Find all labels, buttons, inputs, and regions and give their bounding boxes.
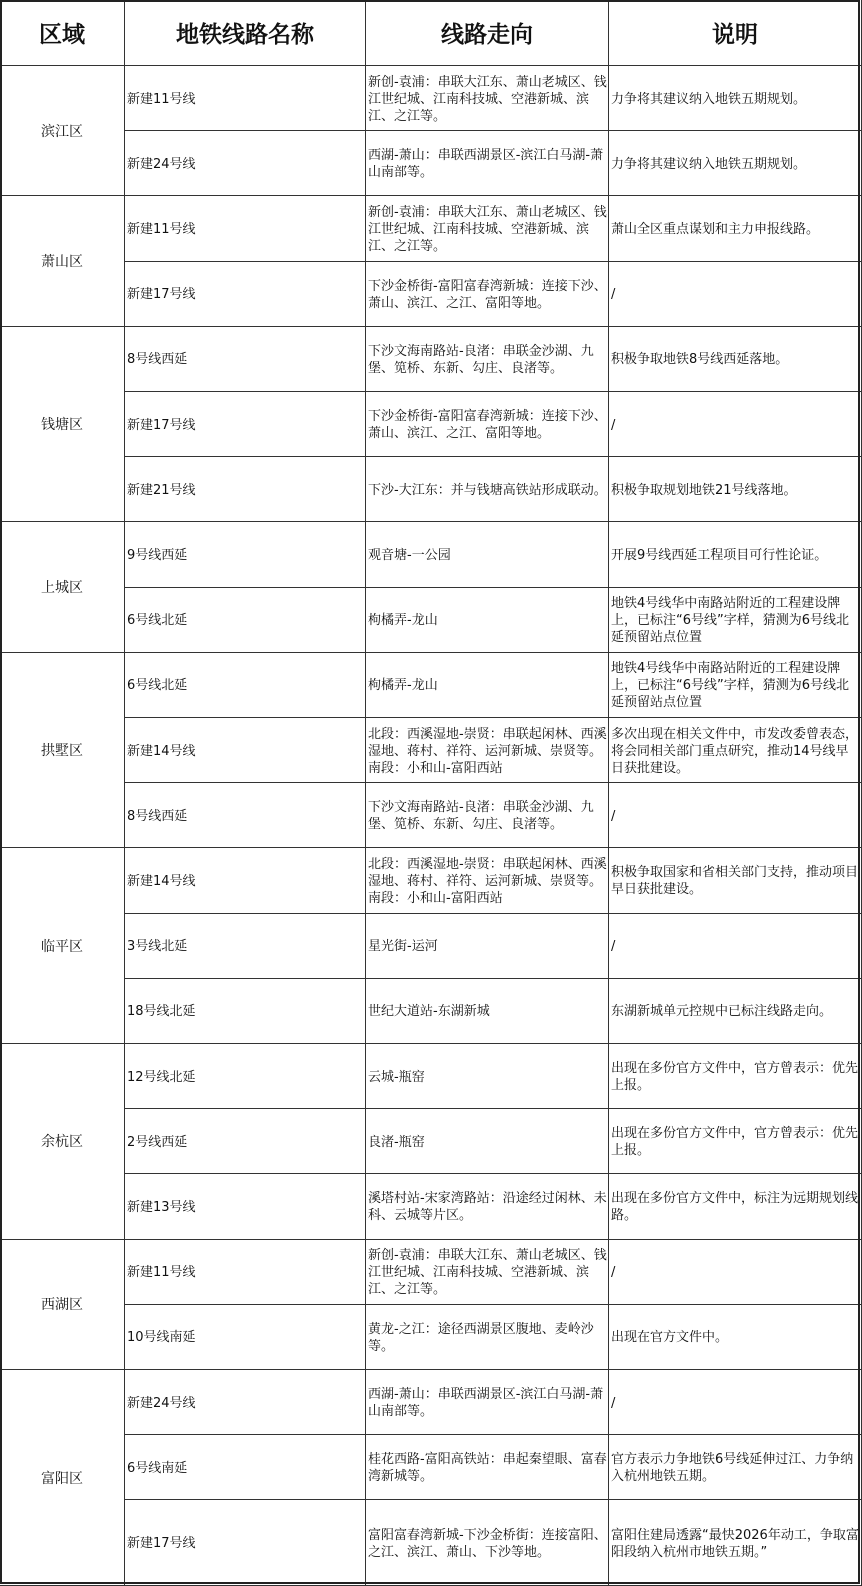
note-cell-text: / xyxy=(611,287,616,303)
line-name-cell xyxy=(125,196,366,261)
route-cell-text: 枸橘弄-龙山 xyxy=(368,678,438,694)
note-cell xyxy=(609,718,862,783)
header-route: 线路走向 xyxy=(366,0,609,66)
note-cell-text: / xyxy=(611,417,616,433)
line-name-cell xyxy=(125,66,366,131)
note-cell-text: / xyxy=(611,1395,616,1411)
note-cell xyxy=(609,979,862,1044)
region-cell: 临平区 xyxy=(0,848,125,1044)
note-cell-text: 开展9号线西延工程项目可行性论证。 xyxy=(611,547,828,563)
note-cell-text: / xyxy=(611,939,616,955)
route-cell-text: 新创-袁浦：串联大江东、萧山老城区、钱江世纪城、江南科技城、空港新城、滨江、之江等。 xyxy=(368,74,607,124)
route-cell-text: 富阳富春湾新城-下沙金桥街：连接富阳、之江、滨江、萧山、下沙等地。 xyxy=(368,1527,607,1560)
line-name-cell xyxy=(125,914,366,979)
line-name-cell-text: 3号线北延 xyxy=(127,939,188,955)
route-cell-text: 西湖-萧山：串联西湖景区-滨江白马湖-萧山南部等。 xyxy=(368,1387,604,1420)
note-cell-text: 富阳住建局透露“最快2026年动工，争取富阳段纳入杭州市地铁五期。” xyxy=(611,1527,859,1560)
note-cell xyxy=(609,783,862,848)
route-cell-text: 新创-袁浦：串联大江东、萧山老城区、钱江世纪城、江南科技城、空港新城、滨江、之江等。 xyxy=(368,204,607,254)
note-cell xyxy=(609,914,862,979)
line-name-cell xyxy=(125,718,366,783)
line-name-cell xyxy=(125,131,366,196)
line-name-cell-text: 新建24号线 xyxy=(127,156,196,172)
note-cell-text: 东湖新城单元控规中已标注线路走向。 xyxy=(611,1004,833,1020)
note-cell xyxy=(609,1435,862,1500)
route-cell xyxy=(366,1044,609,1109)
note-cell-text: 萧山全区重点谋划和主力申报线路。 xyxy=(611,221,820,237)
route-cell xyxy=(366,783,609,848)
route-cell-text: 新创-袁浦：串联大江东、萧山老城区、钱江世纪城、江南科技城、空港新城、滨江、之江等。 xyxy=(368,1248,607,1298)
route-cell xyxy=(366,262,609,327)
route-cell-text: 下沙文海南路站-良渚：串联金沙湖、九堡、笕桥、东新、勾庄、良渚等。 xyxy=(368,343,594,376)
route-cell xyxy=(366,1500,609,1586)
route-cell-text: 黄龙-之江：途径西湖景区腹地、麦岭沙等。 xyxy=(368,1321,594,1354)
note-cell xyxy=(609,196,862,261)
route-cell xyxy=(366,914,609,979)
note-cell xyxy=(609,131,862,196)
region-cell: 滨江区 xyxy=(0,66,125,196)
note-cell-text: 积极争取国家和省相关部门支持，推动项目早日获批建设。 xyxy=(611,865,859,898)
header-note: 说明 xyxy=(609,0,862,66)
route-cell-text: 世纪大道站-东湖新城 xyxy=(368,1004,490,1020)
route-cell xyxy=(366,457,609,522)
route-cell-text: 北段：西溪湿地-崇贤：串联起闲林、西溪湿地、蒋村、祥符、运河新城、崇贤等。南段：小和山-富阳西站 xyxy=(368,726,607,776)
line-name-cell xyxy=(125,392,366,457)
region-cell: 钱塘区 xyxy=(0,327,125,523)
line-name-cell xyxy=(125,588,366,653)
route-cell xyxy=(366,1174,609,1239)
line-name-cell xyxy=(125,1174,366,1239)
route-cell xyxy=(366,131,609,196)
route-cell xyxy=(366,522,609,587)
note-cell-text: 力争将其建议纳入地铁五期规划。 xyxy=(611,91,807,107)
line-name-cell xyxy=(125,457,366,522)
note-cell-text: 多次出现在相关文件中，市发改委曾表态，将会同相关部门重点研究，推动14号线早日获批建设。 xyxy=(611,726,859,776)
route-cell-text: 云城-瓶窑 xyxy=(368,1069,425,1085)
line-name-cell xyxy=(125,1500,366,1586)
line-name-cell-text: 9号线西延 xyxy=(127,547,188,563)
line-name-cell xyxy=(125,979,366,1044)
route-cell xyxy=(366,1305,609,1370)
note-cell-text: 地铁4号线华中南路站附近的工程建设牌上，已标注“6号线”字样，猜测为6号线北延预留站点位置 xyxy=(611,661,850,711)
line-name-cell-text: 新建24号线 xyxy=(127,1395,196,1411)
line-name-cell xyxy=(125,1370,366,1435)
line-name-cell-text: 新建17号线 xyxy=(127,287,196,303)
line-name-cell xyxy=(125,522,366,587)
line-name-cell-text: 新建21号线 xyxy=(127,482,196,498)
route-cell xyxy=(366,392,609,457)
note-cell xyxy=(609,1174,862,1239)
route-cell-text: 北段：西溪湿地-崇贤：串联起闲林、西溪湿地、蒋村、祥符、运河新城、崇贤等。南段：小和山-富阳西站 xyxy=(368,856,607,906)
region-cell: 西湖区 xyxy=(0,1240,125,1370)
note-cell xyxy=(609,1500,862,1586)
note-cell xyxy=(609,848,862,913)
note-cell xyxy=(609,588,862,653)
route-cell-text: 下沙金桥街-富阳富春湾新城：连接下沙、萧山、滨江、之江、富阳等地。 xyxy=(368,278,607,311)
line-name-cell-text: 新建11号线 xyxy=(127,1265,196,1281)
route-cell xyxy=(366,1240,609,1305)
route-cell-text: 下沙金桥街-富阳富春湾新城：连接下沙、萧山、滨江、之江、富阳等地。 xyxy=(368,409,607,442)
line-name-cell-text: 8号线西延 xyxy=(127,352,188,368)
route-cell xyxy=(366,66,609,131)
route-cell xyxy=(366,653,609,718)
route-cell-text: 溪塔村站-宋家湾路站：沿途经过闲林、未科、云城等片区。 xyxy=(368,1191,607,1224)
line-name-cell-text: 新建14号线 xyxy=(127,873,196,889)
line-name-cell-text: 6号线南延 xyxy=(127,1460,188,1476)
line-name-cell-text: 2号线西延 xyxy=(127,1134,188,1150)
line-name-cell xyxy=(125,1109,366,1174)
line-name-cell-text: 12号线北延 xyxy=(127,1069,196,1085)
route-cell-text: 良渚-瓶窑 xyxy=(368,1134,425,1150)
note-cell-text: 出现在官方文件中。 xyxy=(611,1330,729,1346)
note-cell xyxy=(609,392,862,457)
region-cell: 富阳区 xyxy=(0,1370,125,1586)
route-cell xyxy=(366,1109,609,1174)
region-cell: 余杭区 xyxy=(0,1044,125,1240)
line-name-cell-text: 10号线南延 xyxy=(127,1330,196,1346)
note-cell xyxy=(609,1109,862,1174)
note-cell-text: 出现在多份官方文件中，官方曾表示：优先上报。 xyxy=(611,1126,859,1159)
route-cell xyxy=(366,196,609,261)
line-name-cell-text: 新建17号线 xyxy=(127,1536,196,1552)
line-name-cell-text: 新建17号线 xyxy=(127,417,196,433)
note-cell xyxy=(609,1044,862,1109)
line-name-cell-text: 18号线北延 xyxy=(127,1004,196,1020)
line-name-cell xyxy=(125,1240,366,1305)
line-name-cell-text: 新建11号线 xyxy=(127,91,196,107)
route-cell-text: 下沙-大江东：并与钱塘高铁站形成联动。 xyxy=(368,482,607,498)
note-cell xyxy=(609,1305,862,1370)
line-name-cell xyxy=(125,1305,366,1370)
route-cell xyxy=(366,588,609,653)
route-cell-text: 星光街-运河 xyxy=(368,939,438,955)
note-cell-text: 出现在多份官方文件中，官方曾表示：优先上报。 xyxy=(611,1061,859,1094)
note-cell-text: / xyxy=(611,808,616,824)
route-cell-text: 西湖-萧山：串联西湖景区-滨江白马湖-萧山南部等。 xyxy=(368,148,604,181)
note-cell xyxy=(609,653,862,718)
route-cell-text: 桂花西路-富阳高铁站：串起秦望眼、富春湾新城等。 xyxy=(368,1452,607,1485)
note-cell xyxy=(609,522,862,587)
note-cell-text: 官方表示力争地铁6号线延伸过江、力争纳入杭州地铁五期。 xyxy=(611,1452,854,1485)
route-cell xyxy=(366,848,609,913)
note-cell-text: 积极争取规划地铁21号线落地。 xyxy=(611,482,797,498)
region-cell: 萧山区 xyxy=(0,196,125,326)
route-cell xyxy=(366,718,609,783)
note-cell-text: 积极争取地铁8号线西延落地。 xyxy=(611,352,789,368)
line-name-cell-text: 新建13号线 xyxy=(127,1199,196,1215)
note-cell-text: 力争将其建议纳入地铁五期规划。 xyxy=(611,156,807,172)
note-cell-text: 出现在多份官方文件中，标注为远期规划线路。 xyxy=(611,1191,859,1224)
line-name-cell xyxy=(125,783,366,848)
note-cell xyxy=(609,66,862,131)
note-cell-text: / xyxy=(611,1265,616,1281)
route-cell-text: 观音塘-一公园 xyxy=(368,547,451,563)
line-name-cell-text: 新建11号线 xyxy=(127,221,196,237)
header-line-name: 地铁线路名称 xyxy=(125,0,366,66)
note-cell xyxy=(609,1370,862,1435)
line-name-cell-text: 8号线西延 xyxy=(127,808,188,824)
route-cell-text: 枸橘弄-龙山 xyxy=(368,613,438,629)
note-cell xyxy=(609,327,862,392)
note-cell xyxy=(609,1240,862,1305)
line-name-cell-text: 6号线北延 xyxy=(127,678,188,694)
note-cell-text: 地铁4号线华中南路站附近的工程建设牌上，已标注“6号线”字样，猜测为6号线北延预留站点位置 xyxy=(611,596,850,646)
header-region: 区域 xyxy=(0,0,125,66)
route-cell xyxy=(366,1370,609,1435)
route-cell xyxy=(366,327,609,392)
region-cell: 上城区 xyxy=(0,522,125,652)
region-cell: 拱墅区 xyxy=(0,653,125,849)
line-name-cell xyxy=(125,262,366,327)
line-name-cell xyxy=(125,327,366,392)
note-cell xyxy=(609,457,862,522)
line-name-cell xyxy=(125,848,366,913)
line-name-cell xyxy=(125,1044,366,1109)
note-cell xyxy=(609,262,862,327)
route-cell xyxy=(366,979,609,1044)
route-cell xyxy=(366,1435,609,1500)
route-cell-text: 下沙文海南路站-良渚：串联金沙湖、九堡、笕桥、东新、勾庄、良渚等。 xyxy=(368,800,594,833)
line-name-cell-text: 新建14号线 xyxy=(127,743,196,759)
line-name-cell-text: 6号线北延 xyxy=(127,613,188,629)
line-name-cell xyxy=(125,653,366,718)
line-name-cell xyxy=(125,1435,366,1500)
